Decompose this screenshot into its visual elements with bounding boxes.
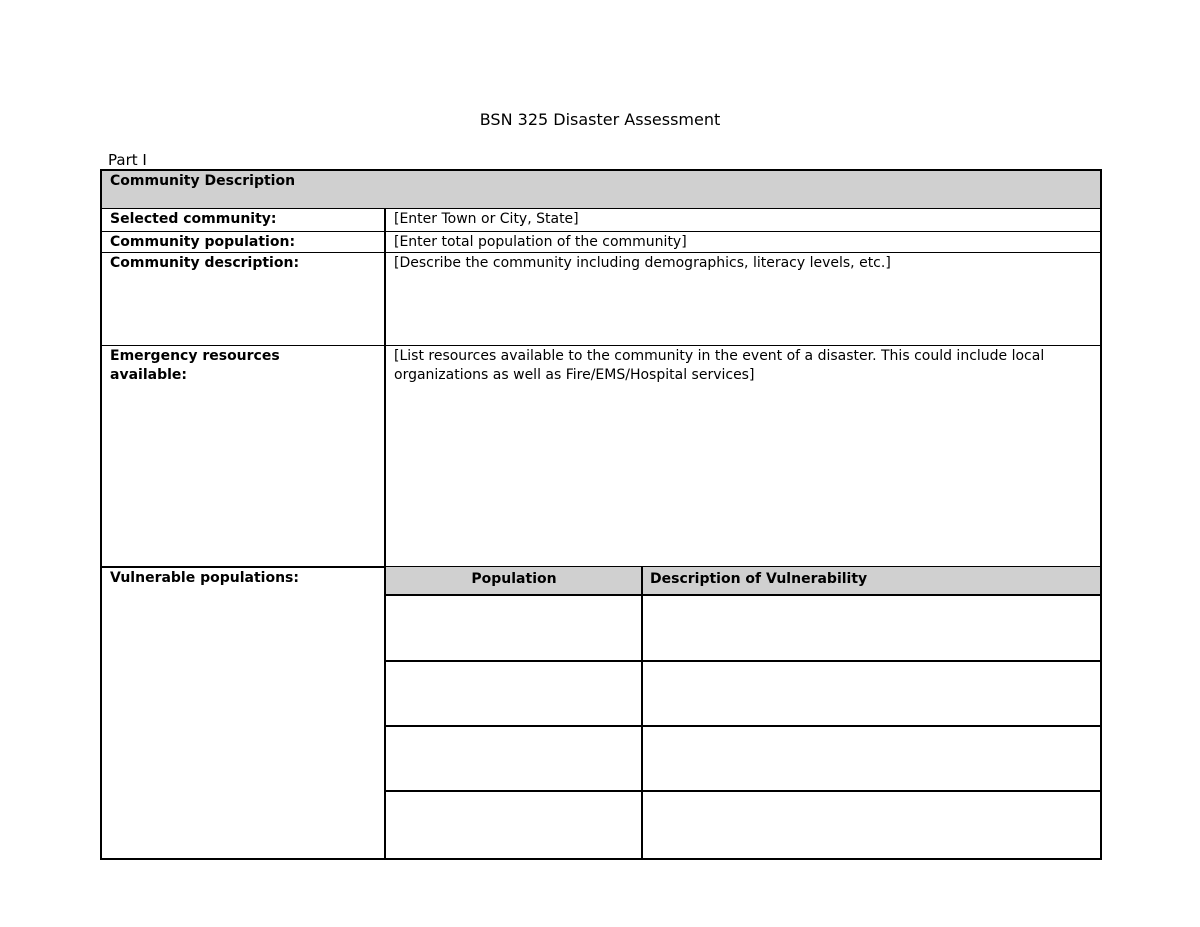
table-row-selected-community bbox=[102, 209, 1100, 231]
vulnerable-table-header bbox=[386, 567, 1100, 596]
vulnerability-description-cell[interactable] bbox=[643, 792, 1100, 856]
vulnerability-description-cell[interactable] bbox=[643, 662, 1100, 725]
population-cell[interactable] bbox=[386, 727, 641, 790]
document-title: BSN 325 Disaster Assessment bbox=[479, 110, 721, 129]
community-description-label: Community description: bbox=[110, 255, 300, 271]
table-row-community-population bbox=[102, 232, 1100, 253]
population-cell[interactable] bbox=[386, 662, 641, 725]
vulnerability-description-cell[interactable] bbox=[643, 596, 1100, 660]
part-label: Part I bbox=[108, 151, 147, 169]
table-row-community-description bbox=[102, 253, 1100, 345]
population-cell[interactable] bbox=[386, 792, 641, 856]
emergency-resources-field[interactable]: [List resources available to the community in the event of a disaster. This could include local organizations as well as Fire/EMS/Hospital services] bbox=[394, 348, 1045, 383]
vulnerability-column-header: Description of Vulnerability bbox=[650, 571, 868, 587]
community-population-field[interactable]: [Enter total population of the community] bbox=[394, 234, 687, 250]
selected-community-label: Selected community: bbox=[110, 211, 277, 227]
table-row-emergency-resources bbox=[102, 346, 1100, 567]
emergency-resources-label: Emergency resources available: bbox=[110, 348, 280, 383]
vulnerable-populations-table bbox=[386, 567, 1100, 858]
table-header-label: Community Description bbox=[110, 173, 296, 189]
population-column-header: Population bbox=[471, 571, 557, 587]
selected-community-field[interactable]: [Enter Town or City, State] bbox=[394, 211, 579, 227]
population-cell[interactable] bbox=[386, 596, 641, 660]
community-description-field[interactable]: [Describe the community including demographics, literacy levels, etc.] bbox=[394, 255, 891, 271]
community-description-table bbox=[100, 169, 1102, 860]
community-population-label: Community population: bbox=[110, 234, 296, 250]
vulnerable-populations-label: Vulnerable populations: bbox=[110, 570, 299, 586]
table-header-row bbox=[102, 171, 1100, 209]
vulnerability-description-cell[interactable] bbox=[643, 727, 1100, 790]
